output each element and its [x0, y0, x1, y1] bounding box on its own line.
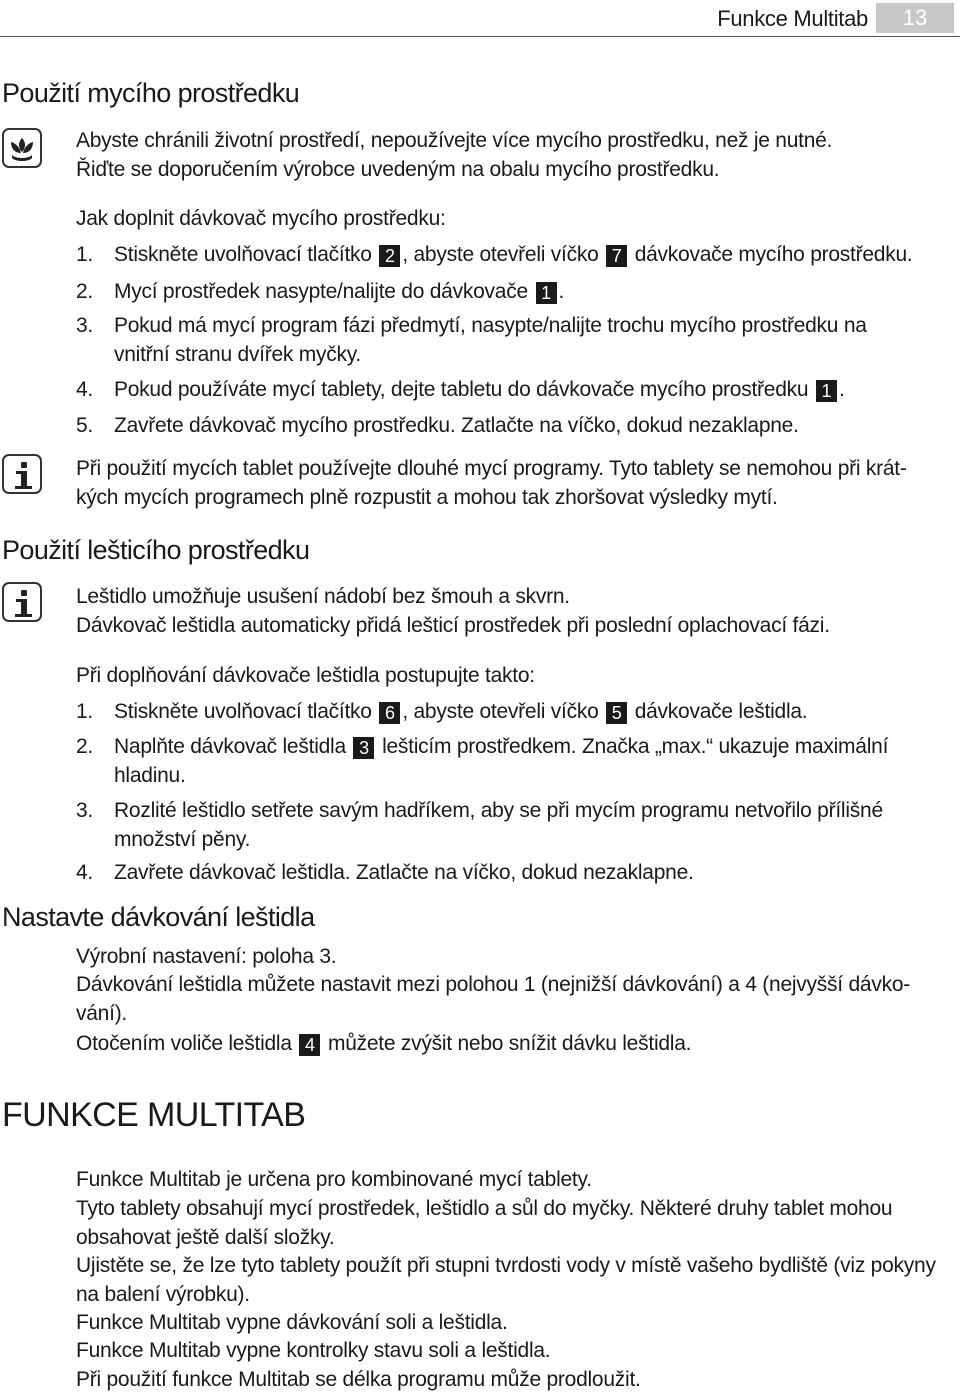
tablet-info-note: Při použití mycích tablet používejte dlouhé mycí programy. Tyto tablety se nemohou při krát- kých mycích programech plně rozpustit a mohou tak zhoršovat výsledky mytí. — [76, 457, 907, 509]
callout-badge: 2 — [379, 245, 400, 267]
callout-badge: 3 — [353, 737, 374, 759]
list-item: 5. Zavřete dávkovač mycího prostředku. Zatlačte na víčko, dokud nezaklapne. — [76, 414, 799, 437]
multitab-paragraph: Ujistěte se, že lze tyto tablety použít při stupni tvrdosti vody v místě vašeho bydliště (viz pokyny na balení výrobku). — [76, 1254, 936, 1306]
section-heading-rinse-aid-dosage: Nastavte dávkování leštidla — [2, 902, 315, 932]
rinse-aid-info-note: Leštidlo umožňuje usušení nádobí bez šmouh a skvrn. Dávkovač leštidla automaticky přidá lešticí prostředek při poslední oplachovací fázi. — [76, 585, 830, 637]
callout-badge: 1 — [536, 282, 557, 304]
environment-leaf-icon — [2, 128, 42, 168]
section-heading-multitab: FUNKCE MULTITAB — [2, 1096, 306, 1134]
callout-badge: 7 — [606, 245, 627, 267]
multitab-paragraph: Tyto tablety obsahují mycí prostředek, leštidlo a sůl do myčky. Některé druhy tablet mohou obsahovat ještě další složky. — [76, 1197, 893, 1249]
list-item: 4. Pokud používáte mycí tablety, dejte tabletu do dávkovače mycího prostředku 1 . — [76, 378, 845, 401]
callout-badge: 5 — [606, 702, 627, 724]
info-icon — [2, 454, 42, 494]
section-heading-rinse-aid: Použití lešticího prostředku — [2, 535, 310, 565]
rinse-aid-intro: Při doplňování dávkovače leštidla postupujte takto: — [76, 664, 535, 687]
list-item: 3. Pokud má mycí program fázi předmytí, nasypte/nalijte trochu mycího prostředku na vnitřní stranu dvířek myčky. — [76, 314, 867, 366]
section-heading-detergent: Použití mycího prostředku — [2, 78, 300, 108]
page-number: 13 — [876, 3, 954, 33]
dosage-range-text: Dávkování leštidla můžete nastavit mezi polohou 1 (nejnižší dávkování) a 4 (nejvyšší dávko- vání). — [76, 973, 911, 1025]
environment-note: Abyste chránili životní prostředí, nepoužívejte více mycího prostředku, než je nutné. Řiďte se doporučením výrobce uvedeným na obalu mycího prostředku. — [76, 129, 833, 181]
list-item: 1. Stiskněte uvolňovací tlačítko 2 , abyste otevřeli víčko 7 dávkovače mycího prostředku. — [76, 243, 913, 266]
callout-badge: 6 — [379, 702, 400, 724]
callout-badge: 1 — [816, 380, 837, 402]
dosage-factory-setting: Výrobní nastavení: poloha 3. — [76, 945, 337, 968]
multitab-paragraph: Při použití funkce Multitab se délka programu může prodloužit. — [76, 1368, 641, 1391]
callout-badge: 4 — [299, 1034, 320, 1056]
list-item: 2. Naplňte dávkovač leštidla 3 lešticím prostředkem. Značka „max.“ ukazuje maximální hladinu. — [76, 735, 889, 787]
header-title: Funkce Multitab — [717, 6, 868, 31]
dosage-selector-text: Otočením voliče leštidla 4 můžete zvýšit nebo snížit dávku leštidla. — [76, 1032, 692, 1055]
list-item: 4. Zavřete dávkovač leštidla. Zatlačte na víčko, dokud nezaklapne. — [76, 861, 694, 884]
detergent-intro: Jak doplnit dávkovač mycího prostředku: — [76, 207, 446, 230]
multitab-paragraph: Funkce Multitab je určena pro kombinované mycí tablety. — [76, 1168, 592, 1191]
list-item: 1. Stiskněte uvolňovací tlačítko 6 , abyste otevřeli víčko 5 dávkovače leštidla. — [76, 700, 808, 723]
multitab-paragraph: Funkce Multitab vypne kontrolky stavu soli a leštidla. — [76, 1339, 551, 1362]
multitab-paragraph: Funkce Multitab vypne dávkování soli a leštidla. — [76, 1311, 508, 1334]
info-icon — [2, 582, 42, 622]
header-divider — [0, 36, 960, 37]
list-item: 2. Mycí prostředek nasypte/nalijte do dávkovače 1 . — [76, 280, 565, 303]
list-item: 3. Rozlité leštidlo setřete savým hadříkem, aby se při mycím programu netvořilo přílišné množství pěny. — [76, 799, 883, 851]
